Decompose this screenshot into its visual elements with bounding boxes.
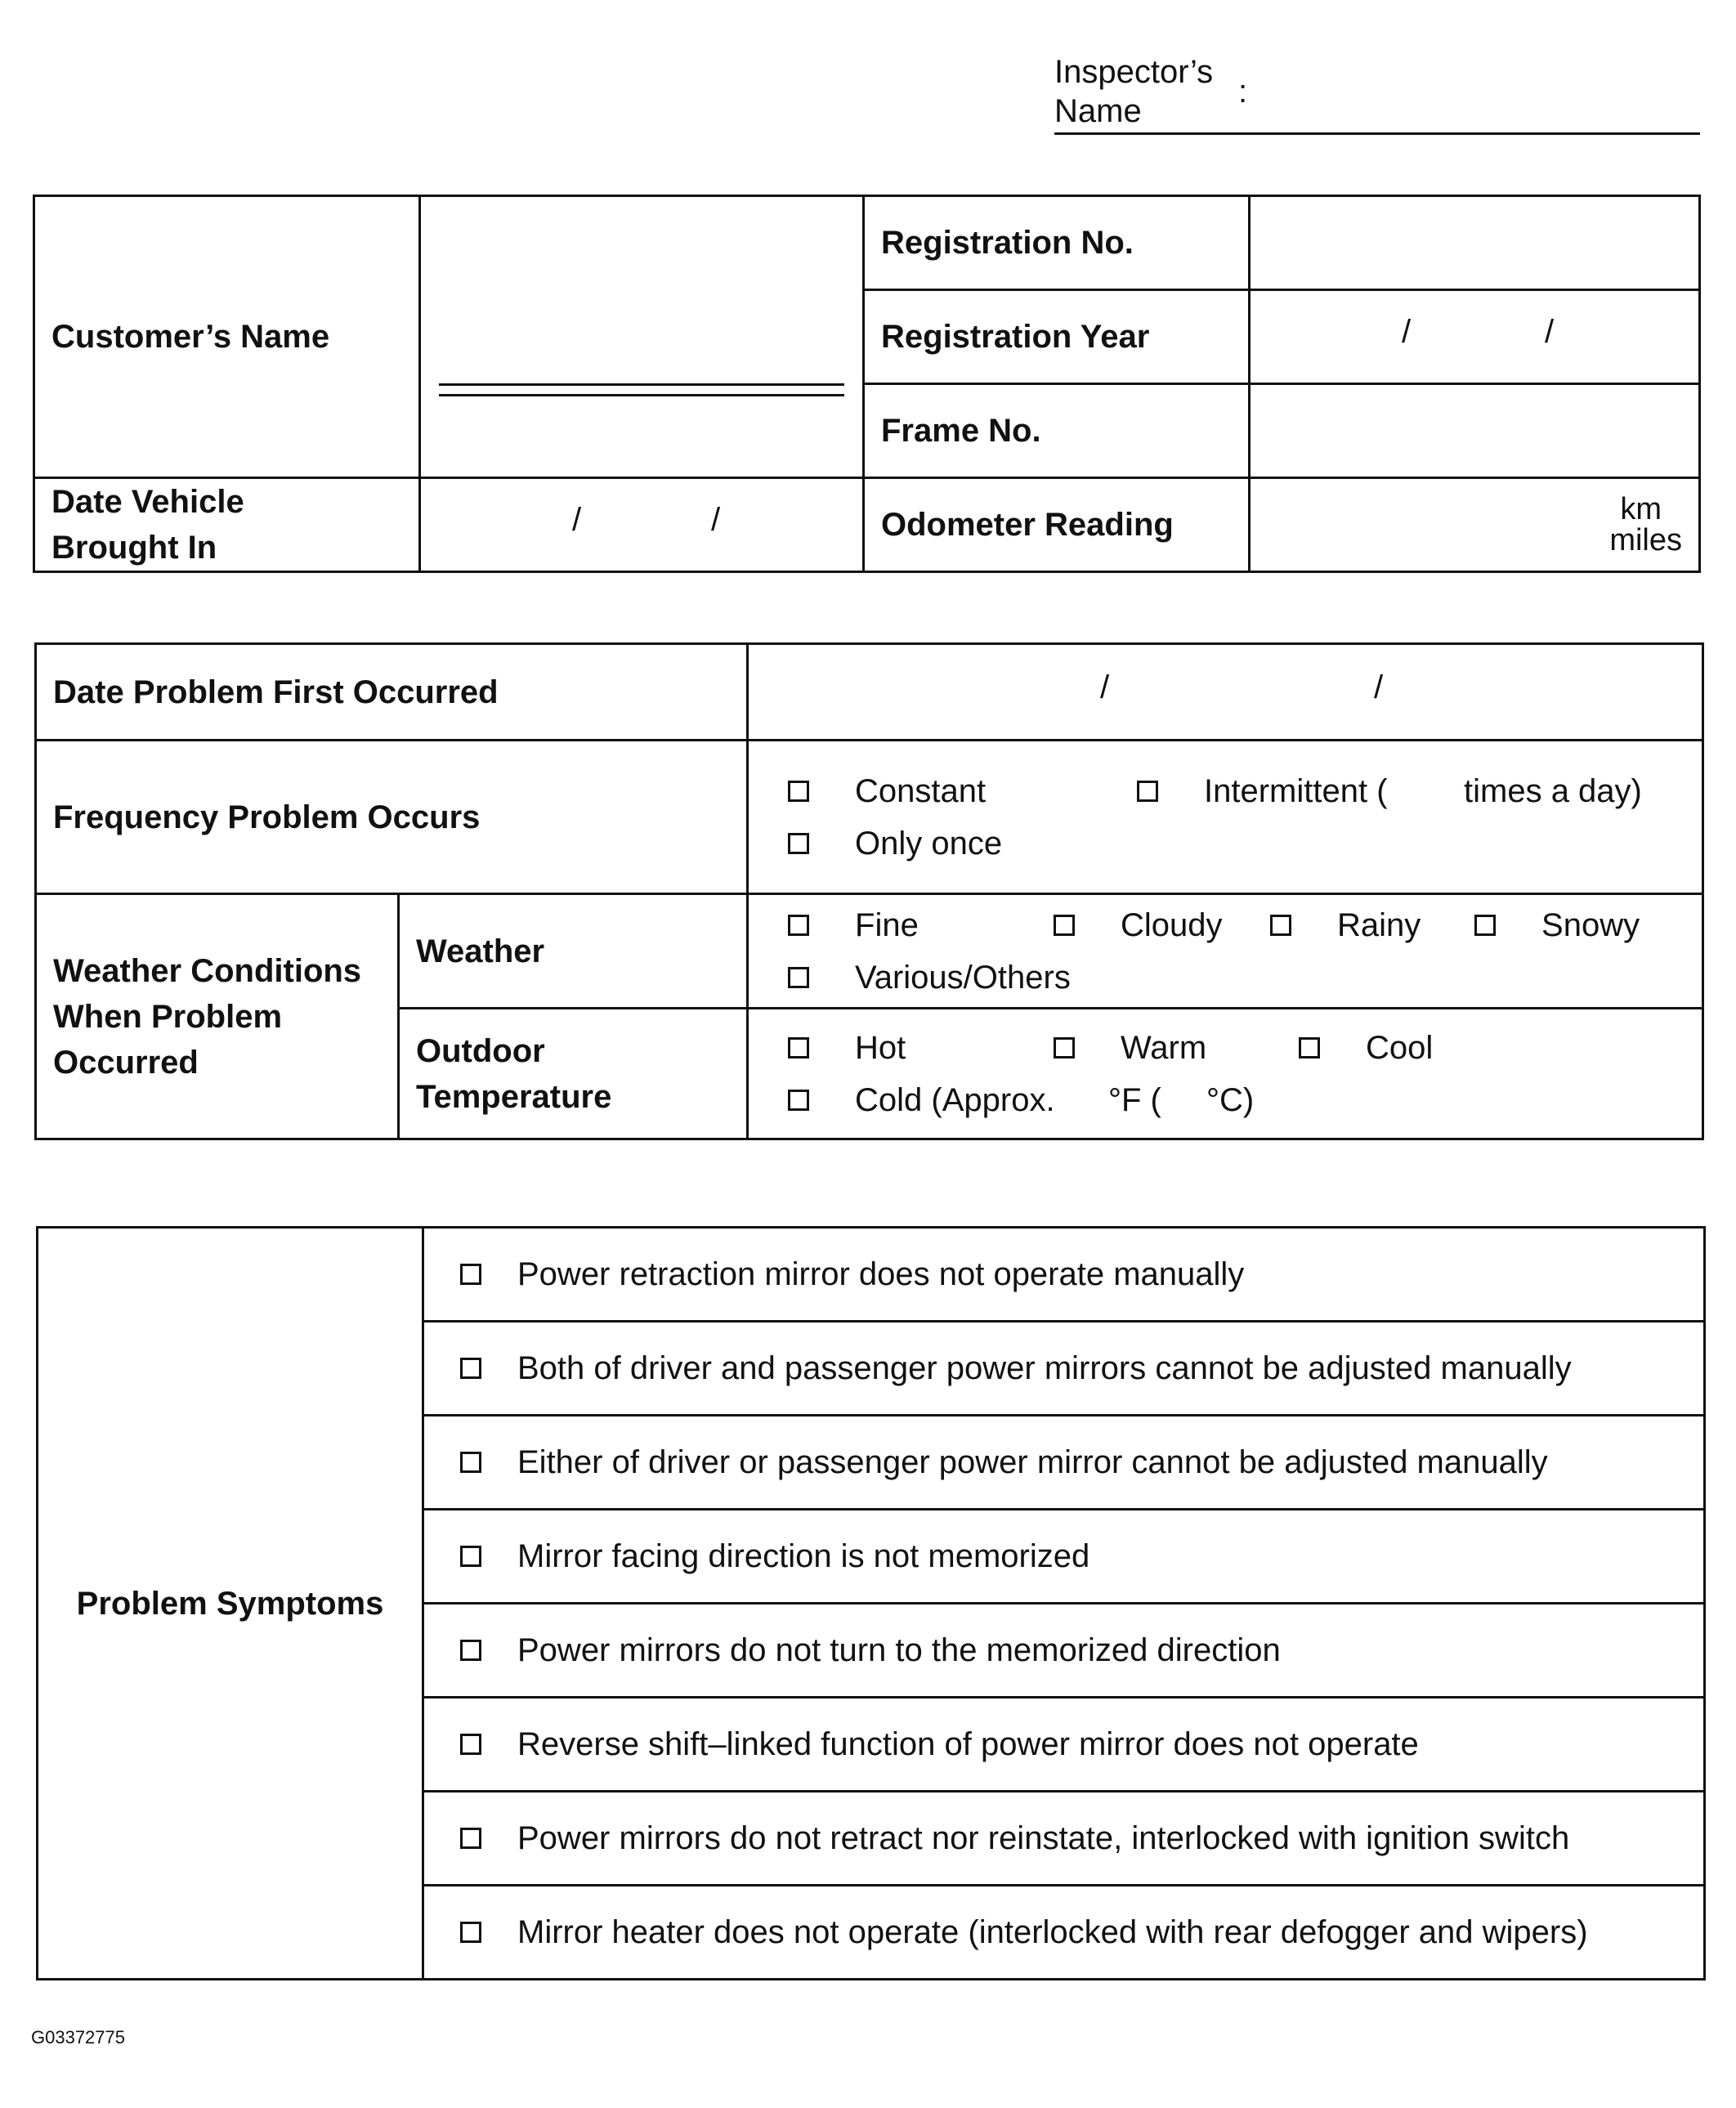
symptom-text: Power mirrors do not retract nor reinstate, interlocked with ignition switch xyxy=(517,1820,1570,1856)
weather-fine-option[interactable]: Fine xyxy=(788,902,919,948)
unit-miles: miles xyxy=(1609,523,1682,557)
symptom-item[interactable] xyxy=(423,1510,1705,1604)
outdoor-temperature-line2: Temperature xyxy=(416,1078,612,1115)
weather-conditions-line1: Weather Conditions xyxy=(53,952,362,989)
checkbox[interactable] xyxy=(788,1090,809,1111)
temp-hot-option[interactable]: Hot xyxy=(788,1025,906,1071)
symptom-item[interactable] xyxy=(423,1322,1705,1416)
checkbox[interactable] xyxy=(460,1640,481,1661)
inspector-label-line1: Inspector’s xyxy=(1054,54,1214,90)
temperature-options xyxy=(748,1009,1703,1139)
checkbox[interactable] xyxy=(788,833,809,854)
checkbox[interactable] xyxy=(460,1452,481,1473)
frequency-options xyxy=(748,741,1703,894)
unit-km: km xyxy=(1620,492,1662,526)
problem-conditions-table xyxy=(34,642,1704,1140)
temp-warm-option[interactable]: Warm xyxy=(1054,1025,1206,1071)
checkbox[interactable] xyxy=(788,781,809,802)
figure-code: G03372775 xyxy=(31,2027,125,2048)
checkbox[interactable] xyxy=(788,967,809,988)
checkbox[interactable] xyxy=(788,915,809,936)
checkbox[interactable] xyxy=(460,1358,481,1379)
inspector-name-field[interactable] xyxy=(1054,132,1700,135)
symptom-text: Mirror heater does not operate (interlocked with rear defogger and wipers) xyxy=(517,1914,1588,1950)
date-brought-in-line1: Date Vehicle xyxy=(51,484,244,520)
vehicle-info-table xyxy=(33,195,1701,573)
temp-cold-option[interactable]: Cold (Approx. xyxy=(788,1077,1055,1123)
checkbox[interactable] xyxy=(460,1264,481,1285)
celsius-label: °C) xyxy=(1206,1081,1255,1118)
date-separator: / xyxy=(572,502,582,538)
weather-rainy-option[interactable]: Rainy xyxy=(1270,902,1421,948)
checkbox[interactable] xyxy=(460,1734,481,1755)
checkbox[interactable] xyxy=(460,1828,481,1849)
weather-conditions-line3: Occurred xyxy=(53,1044,199,1081)
customer-name-label: Customer’s Name xyxy=(34,196,420,478)
weather-various-option[interactable]: Various/Others xyxy=(788,955,1071,1000)
inspector-colon: : xyxy=(1238,74,1248,110)
inspector-name-label xyxy=(1054,52,1213,131)
registration-year-field[interactable] xyxy=(1250,290,1700,384)
customer-name-field[interactable] xyxy=(420,196,864,478)
times-a-day-label: times a day) xyxy=(1464,772,1642,809)
problem-symptoms-label: Problem Symptoms xyxy=(38,1228,423,1980)
outdoor-temperature-line1: Outdoor xyxy=(416,1032,545,1069)
checkbox[interactable] xyxy=(788,1037,809,1058)
date-brought-in-line2: Brought In xyxy=(51,530,217,566)
date-first-occurred-label: Date Problem First Occurred xyxy=(36,644,748,741)
registration-no-label: Registration No. xyxy=(864,196,1250,290)
weather-label: Weather xyxy=(399,894,748,1009)
date-brought-in-field[interactable] xyxy=(420,478,864,572)
registration-year-label: Registration Year xyxy=(864,290,1250,384)
symptom-item[interactable] xyxy=(423,1886,1705,1980)
odometer-field[interactable] xyxy=(1250,478,1700,572)
symptom-text: Reverse shift–linked function of power mirror does not operate xyxy=(517,1726,1419,1762)
date-brought-in-label xyxy=(34,478,420,572)
symptom-item[interactable] xyxy=(423,1416,1705,1510)
temp-cool-option[interactable]: Cool xyxy=(1299,1025,1433,1071)
date-first-occurred-field[interactable] xyxy=(748,644,1703,741)
checkbox[interactable] xyxy=(1299,1037,1320,1058)
odometer-label: Odometer Reading xyxy=(864,478,1250,572)
symptom-item[interactable] xyxy=(423,1698,1705,1792)
date-separator: / xyxy=(1374,669,1384,705)
problem-symptoms-table xyxy=(36,1226,1706,1980)
weather-options xyxy=(748,894,1703,1009)
frame-no-label: Frame No. xyxy=(864,384,1250,478)
frame-no-field[interactable] xyxy=(1250,384,1700,478)
weather-conditions-label xyxy=(36,894,399,1139)
frequency-label: Frequency Problem Occurs xyxy=(36,741,748,894)
date-separator: / xyxy=(1545,314,1555,350)
double-underline xyxy=(439,383,844,396)
symptom-text: Power retraction mirror does not operate manually xyxy=(517,1256,1245,1292)
weather-cloudy-option[interactable]: Cloudy xyxy=(1054,902,1223,948)
symptom-text: Mirror facing direction is not memorized xyxy=(517,1538,1090,1574)
frequency-only-once-option[interactable]: Only once xyxy=(788,821,1002,866)
date-separator: / xyxy=(1100,669,1110,705)
symptom-text: Power mirrors do not turn to the memorized direction xyxy=(517,1632,1281,1668)
weather-snowy-option[interactable]: Snowy xyxy=(1474,902,1640,948)
symptom-item[interactable] xyxy=(423,1792,1705,1886)
checkbox[interactable] xyxy=(1054,1037,1075,1058)
checkbox[interactable] xyxy=(460,1546,481,1567)
symptom-item[interactable] xyxy=(423,1604,1705,1698)
registration-no-field[interactable] xyxy=(1250,196,1700,290)
symptom-text: Both of driver and passenger power mirrors cannot be adjusted manually xyxy=(517,1350,1572,1386)
inspector-label-line2: Name xyxy=(1054,93,1142,129)
checkbox[interactable] xyxy=(460,1922,481,1943)
checkbox[interactable] xyxy=(1054,915,1075,936)
weather-conditions-line2: When Problem xyxy=(53,998,283,1035)
frequency-constant-option[interactable]: Constant xyxy=(788,768,986,814)
symptom-text: Either of driver or passenger power mirror cannot be adjusted manually xyxy=(517,1444,1548,1480)
date-separator: / xyxy=(1402,314,1412,350)
symptom-item[interactable] xyxy=(423,1228,1705,1322)
checkbox[interactable] xyxy=(1474,915,1496,936)
date-separator: / xyxy=(711,502,721,538)
checkbox[interactable] xyxy=(1270,915,1291,936)
fahrenheit-label: °F ( xyxy=(1108,1081,1161,1118)
checkbox[interactable] xyxy=(1137,781,1158,802)
outdoor-temperature-label xyxy=(399,1009,748,1139)
frequency-intermittent-option[interactable]: Intermittent ( xyxy=(1137,768,1388,814)
